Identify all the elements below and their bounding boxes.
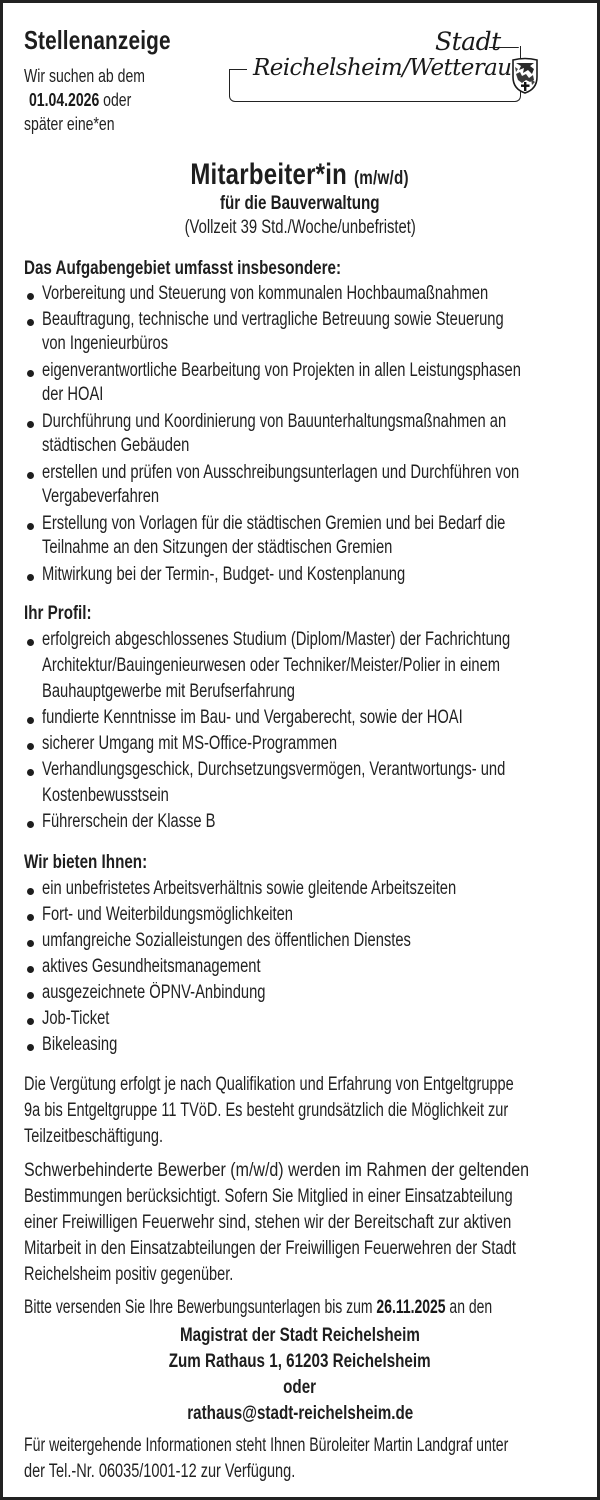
bullet-icon — [27, 717, 34, 724]
intro-line-3: später eine*en — [24, 114, 115, 134]
job-terms-row — [3, 217, 597, 239]
bullet-icon — [27, 1018, 34, 1025]
offer-item: Fort- und Weiterbildungsmöglichkeiten — [42, 904, 294, 925]
tasks-heading: Das Aufgabengebiet umfasst insbesondere: — [24, 258, 342, 279]
profile-heading: Ihr Profil: — [24, 603, 92, 624]
profile-item: sicherer Umgang mit MS-Office-Programmen — [42, 733, 338, 754]
bullet-icon — [27, 743, 34, 750]
task-item: erstellen und prüfen von Ausschreibungsunterlagen und Durchführen von — [42, 462, 520, 483]
task-item: Erstellung von Vorlagen für die städtischen Gremien und bei Bedarf die — [42, 513, 506, 534]
bullet-icon — [27, 319, 34, 326]
logo-stadt-text: Stadt — [435, 27, 501, 56]
recipient-row — [3, 1325, 597, 1347]
salary-text: Teilzeitbeschäftigung. — [24, 1126, 163, 1147]
bullet-icon — [27, 1044, 34, 1051]
salary-text: 9a bis Entgeltgruppe 11 TVöD. Es besteht grundsätzlich die Möglichkeit zur — [24, 1100, 509, 1121]
address-row — [3, 1351, 597, 1373]
offer-item: Job-Ticket — [42, 1008, 110, 1029]
task-item-cont: Teilnahme an den Sitzungen der städtischen Gremien — [42, 537, 393, 558]
ad-title: Stellenanzeige — [24, 25, 171, 55]
offer-item: aktives Gesundheitsmanagement — [42, 956, 261, 977]
profile-item-cont: Bauhauptgewerbe mit Berufserfahrung — [42, 681, 295, 702]
or-row — [3, 1377, 597, 1399]
email-row — [3, 1403, 597, 1425]
profile-item-cont: Architektur/Bauingenieurwesen oder Techniker/Meister/Polier in einem — [42, 655, 501, 676]
bullet-icon — [27, 992, 34, 999]
application-line — [24, 1297, 492, 1319]
task-item: Durchführung und Koordinierung von Bauunterhaltungsmaßnahmen an — [42, 411, 507, 432]
bullet-icon — [27, 421, 34, 428]
disability-text: Schwerbehinderte Bewerber (m/w/d) werden im Rahmen der geltenden — [24, 1160, 530, 1181]
bullet-icon — [27, 293, 34, 300]
job-department: für die Bauverwaltung — [220, 193, 380, 214]
bullet-icon — [27, 769, 34, 776]
gender-tag: (m/w/d) — [354, 168, 410, 189]
intro-line-2 — [29, 90, 131, 111]
disability-text: Reichelsheim positiv gegenüber. — [24, 1264, 234, 1285]
address: Zum Rathaus 1, 61203 Reichelsheim — [169, 1351, 431, 1372]
bullet-icon — [27, 370, 34, 377]
bullet-icon — [27, 574, 34, 581]
application-prefix: Bitte versenden Sie Ihre Bewerbungsunterlagen bis zum — [24, 1297, 377, 1318]
task-item: Mitwirkung bei der Termin-, Budget- und Kostenplanung — [42, 564, 406, 585]
email-link[interactable]: rathaus@stadt-reichelsheim.de — [186, 1403, 413, 1424]
start-date: 01.04.2026 — [29, 90, 100, 110]
disability-text: Bestimmungen berücksichtigt. Sofern Sie Mitglied in einer Einsatzabteilung — [24, 1186, 513, 1207]
bullet-icon — [27, 914, 34, 921]
task-item: Vorbereitung und Steuerung von kommunalen Hochbaumaßnahmen — [42, 283, 489, 304]
profile-item: erfolgreich abgeschlossenes Studium (Diplom/Master) der Fachrichtung — [42, 629, 511, 650]
offer-item: Bikeleasing — [42, 1034, 118, 1055]
task-item: eigenverantwortliche Bearbeitung von Projekten in allen Leistungsphasen — [42, 360, 521, 381]
intro-or: oder — [99, 90, 132, 110]
disability-text: Mitarbeit in den Einsatzabteilungen der Freiwilligen Feuerwehren der Stadt — [24, 1238, 517, 1259]
intro-line-1: Wir suchen ab dem — [24, 66, 145, 86]
city-logo — [223, 25, 600, 115]
task-item-cont: Vergabeverfahren — [42, 486, 160, 507]
offer-item: ein unbefristetes Arbeitsverhältnis sowie gleitende Arbeitszeiten — [42, 878, 457, 899]
logo-city-name: Reichelsheim/Wetterau — [253, 55, 512, 81]
salary-text: Die Vergütung erfolgt je nach Qualifikation und Erfahrung von Entgeltgruppe — [24, 1074, 514, 1095]
profile-item: Führerschein der Klasse B — [42, 811, 216, 832]
logo-frame-line — [229, 69, 247, 70]
job-title-row — [3, 158, 597, 192]
bullet-icon — [27, 888, 34, 895]
offer-item: ausgezeichnete ÖPNV-Anbindung — [42, 982, 266, 1003]
task-item: Beauftragung, technische und vertragliche Betreuung sowie Steuerung — [42, 309, 504, 330]
bullet-icon — [27, 940, 34, 947]
task-item-cont: von Ingenieurbüros — [42, 333, 169, 354]
bullet-icon — [27, 523, 34, 530]
application-suffix: an den — [445, 1297, 493, 1318]
footer-text: der Tel.-Nr. 06035/1001-12 zur Verfügung. — [24, 1461, 296, 1482]
profile-item-cont: Kostenbewusstsein — [42, 785, 169, 806]
or-text: oder — [283, 1377, 317, 1398]
profile-item: Verhandlungsgeschick, Durchsetzungsvermögen, Verantwortungs- und — [42, 759, 506, 780]
coat-of-arms-icon — [510, 57, 540, 95]
task-item-cont: der HOAI — [42, 384, 104, 405]
recipient: Magistrat der Stadt Reichelsheim — [180, 1325, 420, 1346]
job-title: Mitarbeiter*in — [190, 158, 348, 191]
job-department-row — [3, 193, 597, 215]
offer-item: umfangreiche Sozialleistungen des öffentlichen Dienstes — [42, 930, 411, 951]
bullet-icon — [27, 821, 34, 828]
disability-text: einer Freiwilligen Feuerwehr sind, stehen wir der Bereitschaft zur aktiven — [24, 1212, 512, 1233]
application-deadline: 26.11.2025 — [376, 1297, 446, 1318]
job-terms: (Vollzeit 39 Std./Woche/unbefristet) — [184, 217, 416, 238]
bullet-icon — [27, 472, 34, 479]
task-item-cont: städtischen Gebäuden — [42, 435, 190, 456]
footer-text: Für weitergehende Informationen steht Ihnen Büroleiter Martin Landgraf unter — [24, 1435, 509, 1456]
profile-item: fundierte Kenntnisse im Bau- und Vergaberecht, sowie der HOAI — [42, 707, 463, 728]
bullet-icon — [27, 966, 34, 973]
offer-heading: Wir bieten Ihnen: — [24, 852, 148, 873]
bullet-icon — [27, 639, 34, 646]
